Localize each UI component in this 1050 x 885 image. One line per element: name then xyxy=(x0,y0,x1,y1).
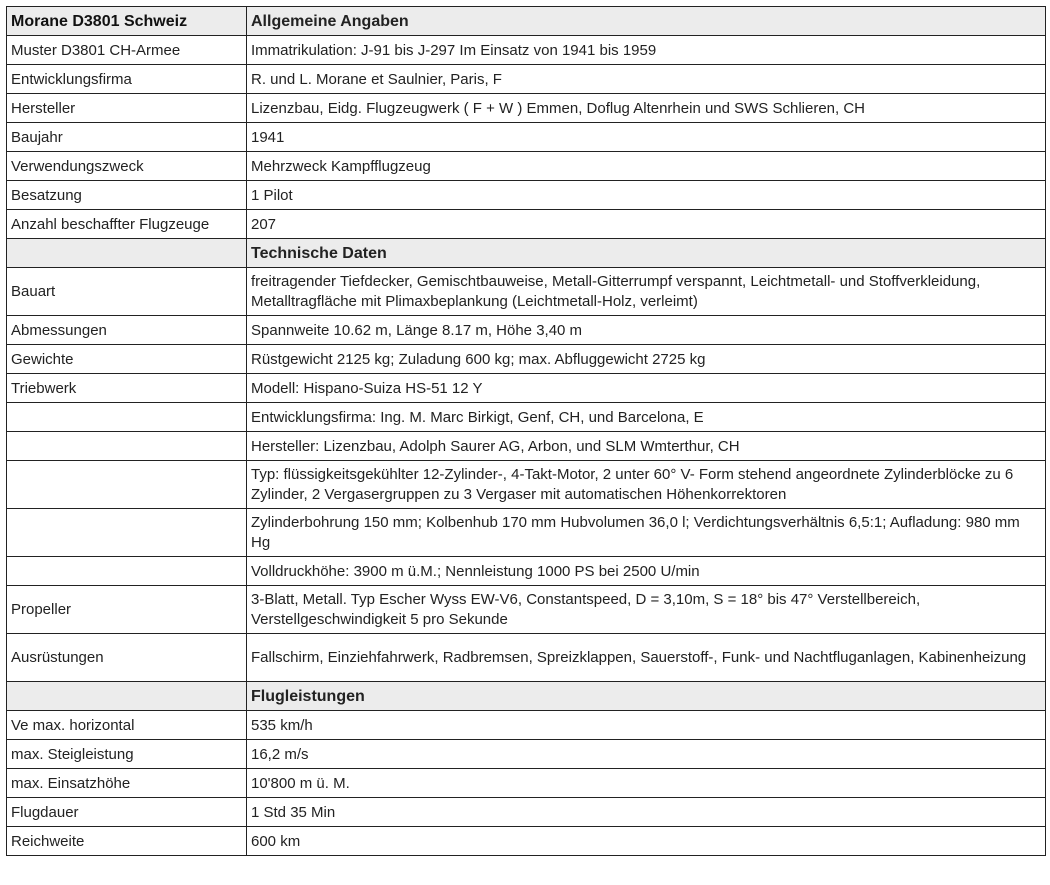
row-value: Typ: flüssigkeitsgekühlter 12-Zylinder-, 4-Takt-Motor, 2 unter 60° V- Form stehend angeordnete Zylinderblöcke zu 6 Zylinder, 2 Vergasergruppen zu 3 Vergaser mit automatischen Höhenkorrektoren xyxy=(247,461,1046,509)
table-row xyxy=(7,509,1046,557)
row-value: Fallschirm, Einziehfahrwerk, Radbremsen, Spreizklappen, Sauerstoff-, Funk- und Nachtfluganlagen, Kabinenheizung xyxy=(247,634,1046,682)
table-row xyxy=(7,769,1046,798)
row-label: Muster D3801 CH-Armee xyxy=(7,36,247,65)
table-row xyxy=(7,345,1046,374)
row-value: Entwicklungsfirma: Ing. M. Marc Birkigt, Genf, CH, und Barcelona, E xyxy=(247,403,1046,432)
row-label: max. Steigleistung xyxy=(7,740,247,769)
table-row xyxy=(7,403,1046,432)
section-title: Technische Daten xyxy=(247,239,1046,268)
row-label: Reichweite xyxy=(7,827,247,856)
table-row xyxy=(7,268,1046,316)
section-title: Flugleistungen xyxy=(247,682,1046,711)
row-label: Abmessungen xyxy=(7,316,247,345)
row-label xyxy=(7,509,247,557)
row-label xyxy=(7,403,247,432)
row-value: Rüstgewicht 2125 kg; Zuladung 600 kg; max. Abfluggewicht 2725 kg xyxy=(247,345,1046,374)
table-row xyxy=(7,181,1046,210)
spec-table-body xyxy=(7,7,1046,856)
row-value: Immatrikulation: J-91 bis J-297 Im Einsatz von 1941 bis 1959 xyxy=(247,36,1046,65)
row-value: Mehrzweck Kampfflugzeug xyxy=(247,152,1046,181)
table-row xyxy=(7,557,1046,586)
row-value: 207 xyxy=(247,210,1046,239)
row-label: Anzahl beschaffter Flugzeuge xyxy=(7,210,247,239)
section-title: Allgemeine Angaben xyxy=(247,7,1046,36)
table-row xyxy=(7,123,1046,152)
row-value: Spannweite 10.62 m, Länge 8.17 m, Höhe 3,40 m xyxy=(247,316,1046,345)
section-header-row xyxy=(7,682,1046,711)
table-row xyxy=(7,461,1046,509)
row-value: 600 km xyxy=(247,827,1046,856)
row-label xyxy=(7,461,247,509)
table-row xyxy=(7,586,1046,634)
section-title-left: Morane D3801 Schweiz xyxy=(7,7,247,36)
row-label: Ve max. horizontal xyxy=(7,711,247,740)
row-label: Ausrüstungen xyxy=(7,634,247,682)
table-row xyxy=(7,152,1046,181)
table-row xyxy=(7,65,1046,94)
table-row xyxy=(7,798,1046,827)
table-row xyxy=(7,740,1046,769)
table-row xyxy=(7,827,1046,856)
row-label: Hersteller xyxy=(7,94,247,123)
row-label xyxy=(7,432,247,461)
table-row xyxy=(7,374,1046,403)
table-row xyxy=(7,711,1046,740)
table-row xyxy=(7,316,1046,345)
table-row xyxy=(7,36,1046,65)
table-row xyxy=(7,634,1046,682)
row-label: Entwicklungsfirma xyxy=(7,65,247,94)
section-title-left xyxy=(7,682,247,711)
row-label: Flugdauer xyxy=(7,798,247,827)
section-header-row xyxy=(7,239,1046,268)
table-row xyxy=(7,94,1046,123)
row-label: Besatzung xyxy=(7,181,247,210)
row-label: max. Einsatzhöhe xyxy=(7,769,247,798)
row-label: Baujahr xyxy=(7,123,247,152)
row-value: Zylinderbohrung 150 mm; Kolbenhub 170 mm Hubvolumen 36,0 l; Verdichtungsverhältnis 6,5:1; Aufladung: 980 mm Hg xyxy=(247,509,1046,557)
row-value: 1 Pilot xyxy=(247,181,1046,210)
section-title-left xyxy=(7,239,247,268)
row-label xyxy=(7,557,247,586)
row-label: Verwendungszweck xyxy=(7,152,247,181)
row-label: Gewichte xyxy=(7,345,247,374)
row-value: 3-Blatt, Metall. Typ Escher Wyss EW-V6, Constantspeed, D = 3,10m, S = 18° bis 47° Verstellbereich, Verstellgeschwindigkeit 5 pro Sekunde xyxy=(247,586,1046,634)
section-header-row xyxy=(7,7,1046,36)
row-value: R. und L. Morane et Saulnier, Paris, F xyxy=(247,65,1046,94)
spec-table xyxy=(6,6,1046,856)
row-value: Volldruckhöhe: 3900 m ü.M.; Nennleistung 1000 PS bei 2500 U/min xyxy=(247,557,1046,586)
row-value: 1941 xyxy=(247,123,1046,152)
row-value: 16,2 m/s xyxy=(247,740,1046,769)
row-value: 535 km/h xyxy=(247,711,1046,740)
row-value: Modell: Hispano-Suiza HS-51 12 Y xyxy=(247,374,1046,403)
row-value: 10'800 m ü. M. xyxy=(247,769,1046,798)
row-label: Propeller xyxy=(7,586,247,634)
table-row xyxy=(7,210,1046,239)
row-value: freitragender Tiefdecker, Gemischtbauweise, Metall-Gitterrumpf verspannt, Leichtmetall- und Stoffverkleidung, Metalltragfläche mit Plimaxbeplankung (Leichtmetall-Holz, verleimt) xyxy=(247,268,1046,316)
row-value: Lizenzbau, Eidg. Flugzeugwerk ( F + W ) Emmen, Doflug Altenrhein und SWS Schlieren, CH xyxy=(247,94,1046,123)
row-label: Bauart xyxy=(7,268,247,316)
table-row xyxy=(7,432,1046,461)
row-value: 1 Std 35 Min xyxy=(247,798,1046,827)
row-label: Triebwerk xyxy=(7,374,247,403)
row-value: Hersteller: Lizenzbau, Adolph Saurer AG, Arbon, und SLM Wmterthur, CH xyxy=(247,432,1046,461)
